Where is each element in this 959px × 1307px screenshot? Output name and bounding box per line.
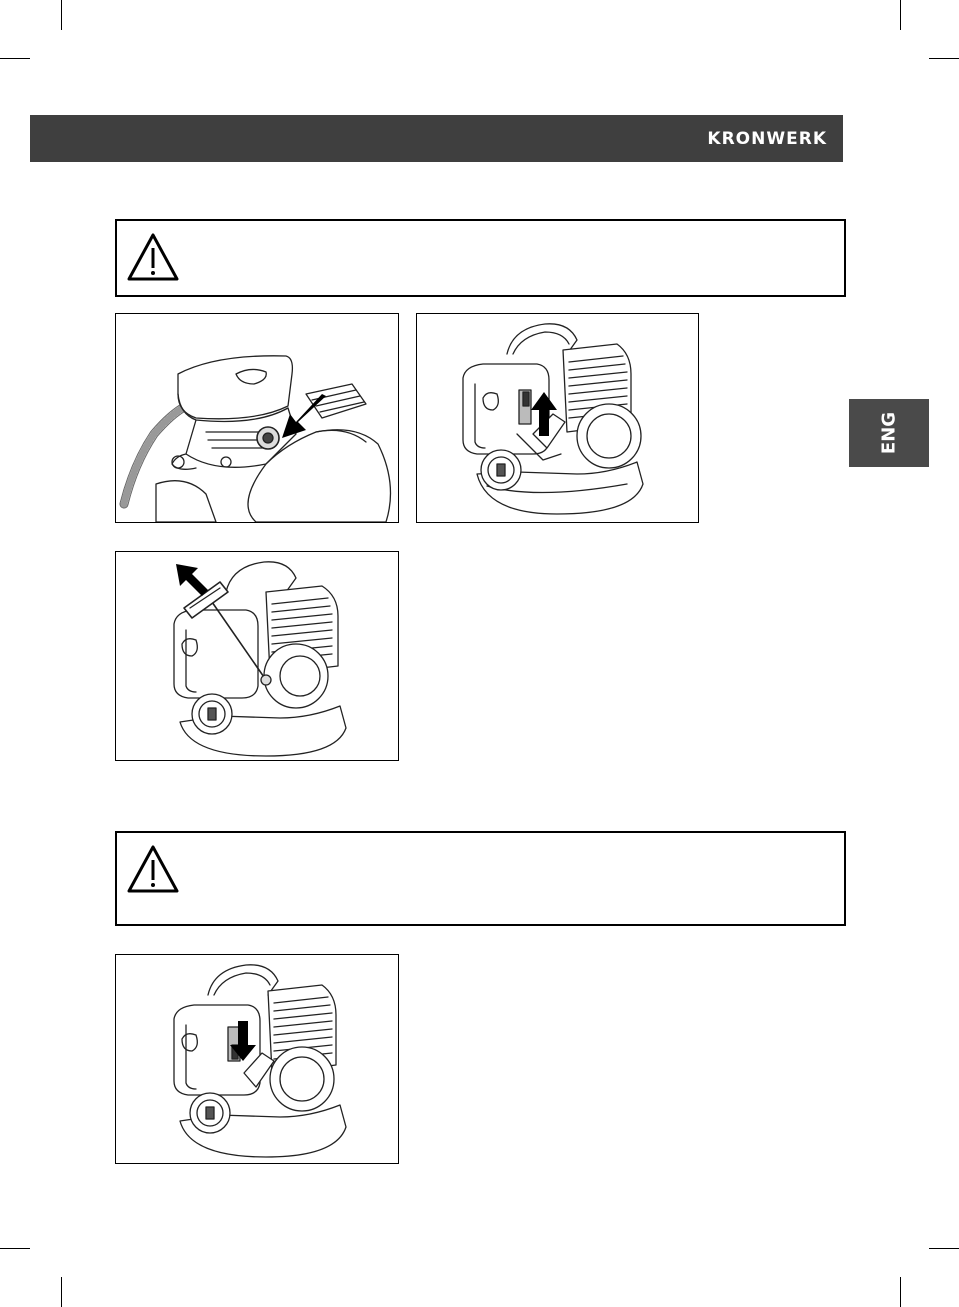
warning-box	[115, 219, 846, 297]
header-bar	[30, 115, 843, 162]
arrow-up-icon	[529, 390, 559, 440]
language-tab-label: ENG	[878, 411, 900, 455]
brand-logo: KRONWERK	[707, 129, 827, 149]
arrow-down-icon	[228, 1019, 258, 1063]
language-tab	[849, 399, 929, 467]
crop-mark	[0, 58, 30, 59]
arrow-up-left-icon	[172, 560, 212, 600]
crop-mark	[61, 1277, 62, 1307]
figure-primer-bulb	[115, 313, 399, 523]
arrow-down-left-icon	[276, 390, 336, 450]
warning-triangle-icon	[125, 231, 181, 283]
crop-mark	[0, 1248, 30, 1249]
figure-choke-lever-down	[115, 954, 399, 1164]
crop-mark	[929, 58, 959, 59]
crop-mark	[900, 1277, 901, 1307]
crop-mark	[929, 1248, 959, 1249]
crop-mark	[900, 0, 901, 30]
warning-triangle-icon	[125, 843, 181, 895]
figure-choke-lever-up	[416, 313, 699, 523]
figure-starter-rope	[115, 551, 399, 761]
warning-box	[115, 831, 846, 926]
crop-mark	[61, 0, 62, 30]
